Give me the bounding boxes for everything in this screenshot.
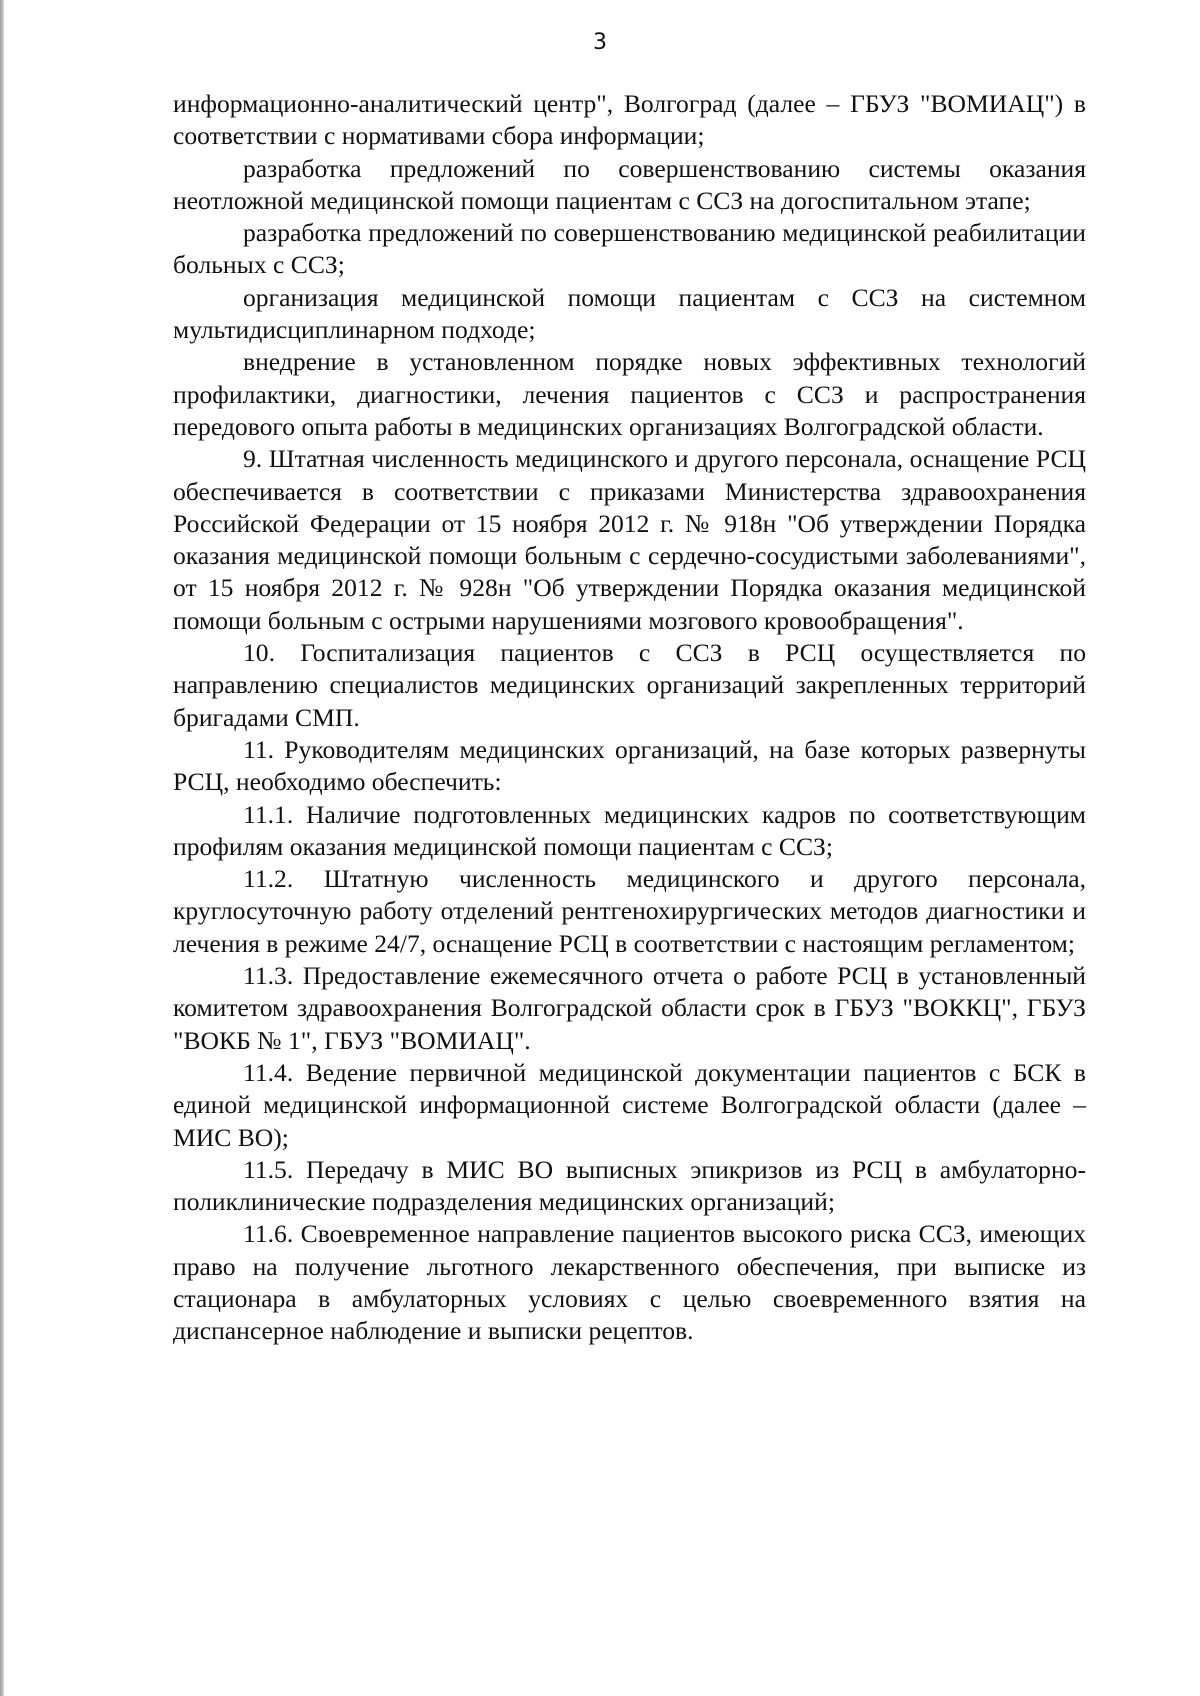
paragraph-item-11-4: 11.4. Ведение первичной медицинской документации пациентов с БСК в единой медицинской информационной системе Волгоградской области (далее – МИС ВО); xyxy=(173,1057,1086,1152)
paragraph: организация медицинской помощи пациентам с ССЗ на системном мультидисциплинарном подходе; xyxy=(173,282,1086,345)
paragraph-item-11-1: 11.1. Наличие подготовленных медицинских кадров по соответствующим профилям оказания медицинской помощи пациентам с ССЗ; xyxy=(173,799,1086,861)
paragraph-item-11-6: 11.6. Своевременное направление пациентов высокого риска ССЗ, имеющих право на получение льготного лекарственного обеспечения, при выписке из стационара в амбулаторных условиях с целью своевременного взятия на диспансерное наблюдение и выписки рецептов. xyxy=(173,1219,1086,1346)
paragraph-continuation: информационно-аналитический центр", Волгоград (далее – ГБУЗ "ВОМИАЦ") в соответствии с нормативами сбора информации; xyxy=(173,89,1086,151)
paragraph-item-11-5: 11.5. Передачу в МИС ВО выписных эпикризов из РСЦ в амбулаторно-поликлинические подразделения медицинских организаций; xyxy=(173,1154,1086,1217)
page-number: 3 xyxy=(593,30,607,55)
paragraph-item-11-3: 11.3. Предоставление ежемесячного отчета о работе РСЦ в установленный комитетом здравоохранения Волгоградской области срок в ГБУЗ "ВОККЦ", ГБУЗ "ВОКБ № 1", ГБУЗ "ВОМИАЦ". xyxy=(173,961,1086,1055)
paragraph-item-11: 11. Руководителям медицинских организаций, на базе которых развернуты РСЦ, необходимо обеспечить: xyxy=(173,734,1086,797)
document-body xyxy=(173,88,1086,1348)
paragraph-item-9: 9. Штатная численность медицинского и другого персонала, оснащение РСЦ обеспечивается в соответствии с приказами Министерства здравоохранения Российской Федерации от 15 ноября 2012 г. № 918н "Об утверждении Порядка оказания медицинской помощи больным с сердечно-сосудистыми заболеваниями", от 15 ноября 2012 г. № 928н "Об утверждении Порядка оказания медицинской помощи больным с острыми нарушениями мозгового кровообращения". xyxy=(173,444,1086,635)
paragraph: разработка предложений по совершенствованию системы оказания неотложной медицинской помощи пациентам с ССЗ на догоспитальном этапе; xyxy=(173,153,1086,215)
paragraph-item-11-2: 11.2. Штатную численность медицинского и другого персонала, круглосуточную работу отделений рентгенохирургических методов диагностики и лечения в режиме 24/7, оснащение РСЦ в соответствии с настоящим регламентом; xyxy=(173,864,1086,958)
paragraph: разработка предложений по совершенствованию медицинской реабилитации больных с ССЗ; xyxy=(173,218,1086,280)
scan-edge xyxy=(0,0,4,1696)
paragraph-item-10: 10. Госпитализация пациентов с ССЗ в РСЦ осуществляется по направлению специалистов медицинских организаций закрепленных территорий бригадами СМП. xyxy=(173,638,1086,732)
paragraph: внедрение в установленном порядке новых эффективных технологий профилактики, диагностики, лечения пациентов с ССЗ и распространения передового опыта работы в медицинских организациях Волгоградской области. xyxy=(173,347,1086,441)
